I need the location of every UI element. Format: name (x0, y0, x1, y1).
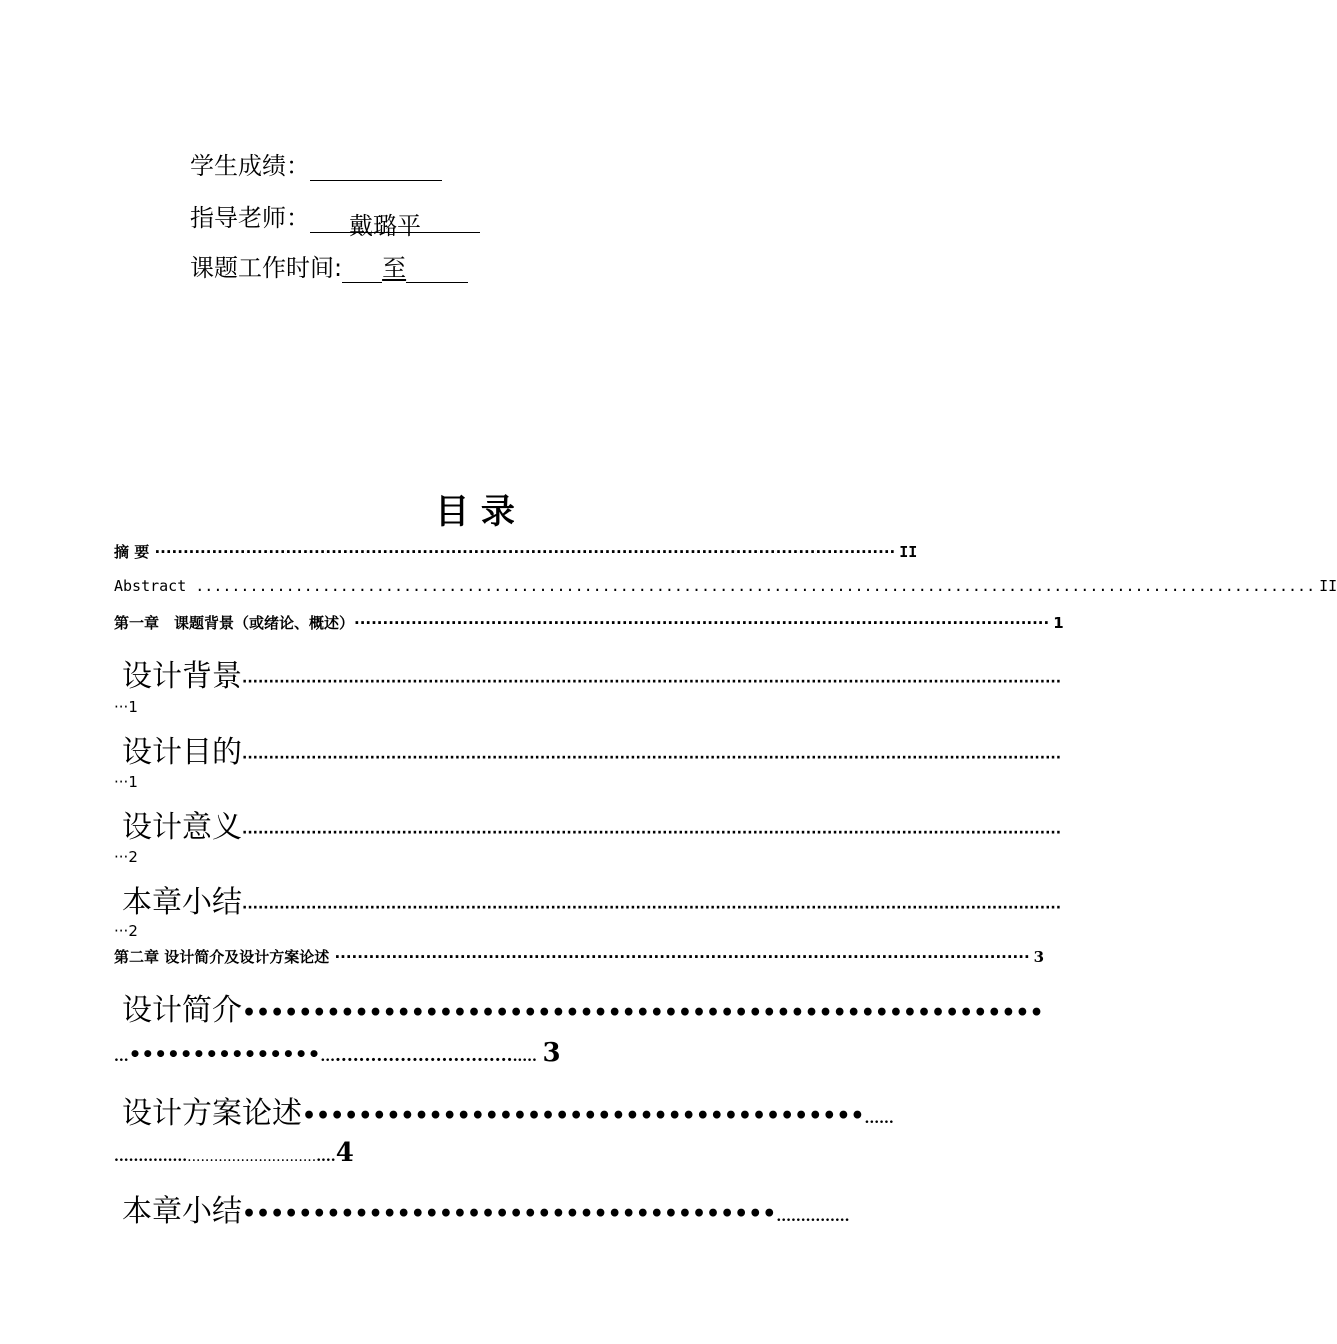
toc-entry-page: 2 (128, 848, 138, 866)
work-time-end-blank (406, 256, 468, 283)
toc-entry-label: 第二章 设计简介及设计方案论述 (114, 948, 330, 966)
toc-entry-continuation: ···2 (114, 848, 138, 866)
toc-leader-dots: ·························································································································································· (242, 674, 1062, 690)
work-time-row (190, 248, 468, 283)
advisor-row (190, 198, 480, 240)
toc-entry-design-background (122, 651, 1062, 695)
toc-leader-dots: ••••••••••••••••••••••••••••••••••••••••...... (302, 1103, 894, 1129)
toc-title: 目 录 (435, 492, 515, 532)
toc-entry-page: II (1319, 577, 1337, 595)
toc-entry-chapter2 (114, 946, 1045, 967)
toc-leader-dots: ·························································································································· (329, 948, 1030, 966)
toc-entry-continuation: ................................................4 (114, 1138, 354, 1168)
toc-entry-continuation: ···2 (114, 922, 138, 940)
toc-entry-design-scheme (122, 1088, 894, 1132)
student-score-blank (310, 154, 442, 181)
student-score-row (190, 146, 442, 181)
toc-leader-dots: ••••••••••••••••••••••••••••••••••••••............... (242, 1201, 850, 1227)
work-time-to: 至 (382, 254, 407, 282)
toc-entry-page: 1 (128, 773, 138, 791)
toc-entry-label: Abstract (114, 577, 187, 595)
toc-entry-page: 3 (1033, 948, 1045, 966)
advisor-label: 指导老师： (190, 204, 310, 232)
toc-entry-page: 2 (128, 922, 138, 940)
advisor-blank (310, 206, 480, 240)
toc-entry-design-significance (122, 802, 1062, 846)
toc-entry-label: 设计背景 (122, 659, 242, 694)
toc-entry-label: 设计简介 (122, 993, 242, 1028)
toc-entry-page: II (899, 543, 918, 561)
toc-entry-abstract-en (114, 577, 1337, 595)
toc-entry-label: 本章小结 (122, 885, 242, 920)
toc-entry-page: 1 (1053, 614, 1064, 632)
toc-leader-dots: ............................................................................................................................ (186, 577, 1316, 595)
work-time-start-blank (342, 256, 382, 283)
toc-entry-continuation: ...•••••••••••••••...................................... 3 (114, 1038, 561, 1068)
toc-entry-abstract-cn (114, 541, 918, 562)
toc-entry-chapter1 (114, 612, 1064, 633)
work-time-label: 课题工作时间: (190, 254, 343, 282)
toc-entry-label: 本章小结 (122, 1194, 242, 1229)
toc-entry-label: 设计意义 (122, 810, 242, 845)
toc-entry-continuation: ···1 (114, 698, 138, 716)
toc-entry-chapter-summary-1 (122, 877, 1062, 921)
toc-entry-label: 第一章 课题背景（或绪论、概述） (114, 614, 355, 632)
toc-leader-dots: ·························································································································································· (242, 900, 1062, 916)
toc-entry-page: 4 (335, 1138, 354, 1168)
toc-leader-dots: ·································································································································· (149, 543, 896, 561)
toc-entry-page: 3 (542, 1038, 561, 1068)
toc-entry-label: 设计方案论述 (122, 1096, 302, 1131)
toc-entry-design-intro (122, 985, 1044, 1029)
toc-entry-continuation: ···1 (114, 773, 138, 791)
toc-entry-design-purpose (122, 727, 1062, 771)
toc-leader-dots: ·························································································································· (354, 614, 1050, 632)
advisor-name: 戴璐平 (349, 212, 421, 240)
student-score-label: 学生成绩： (190, 152, 310, 180)
toc-leader-dots: ·························································································································································· (242, 825, 1062, 841)
toc-entry-label: 摘 要 (114, 543, 150, 561)
toc-leader-dots: ••••••••••••••••••••••••••••••••••••••••••••••••••••••••• (242, 1000, 1044, 1026)
toc-leader-dots: ·························································································································································· (242, 750, 1062, 766)
toc-entry-chapter-summary-2 (122, 1186, 850, 1230)
toc-entry-page: 1 (128, 698, 138, 716)
toc-entry-label: 设计目的 (122, 735, 242, 770)
